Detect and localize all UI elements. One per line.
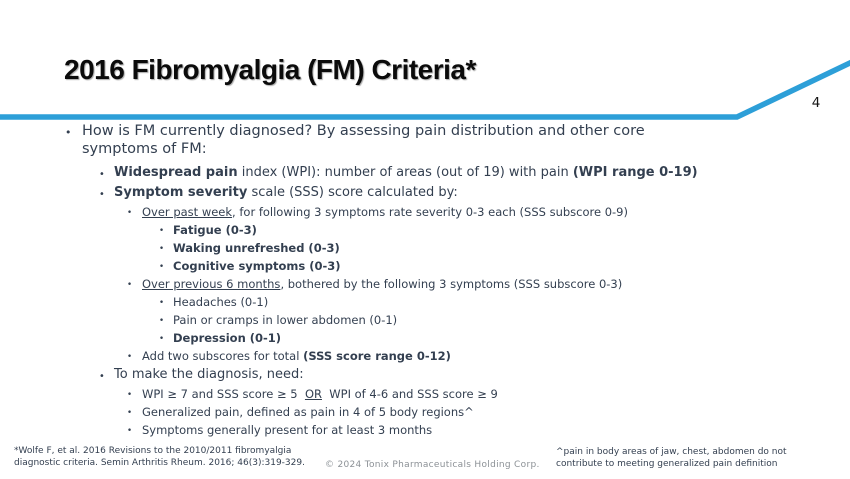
bullet-icon: • xyxy=(159,244,165,254)
bullet-icon: • xyxy=(127,408,133,418)
bullet-item xyxy=(0,403,850,421)
note-line-1: ^pain in body areas of jaw, chest, abdomen do not xyxy=(556,447,787,457)
bullet-item xyxy=(0,203,850,221)
bullet-item xyxy=(0,329,850,347)
bullet-text: Generalized pain, defined as pain in 4 of 5 body regions^ xyxy=(142,405,474,419)
bullet-icon: • xyxy=(159,226,165,236)
citation-line-2: diagnostic criteria. Semin Arthritis Rheum. 2016; 46(3):319-329. xyxy=(14,457,305,468)
bullet-text: Cognitive symptoms (0-3) xyxy=(173,259,341,273)
bullet-text: Symptoms generally present for at least 3 months xyxy=(142,423,433,437)
bullet-text: Pain or cramps in lower abdomen (0-1) xyxy=(173,313,398,327)
note-line-2: contribute to meeting generalized pain definition xyxy=(556,458,778,469)
bullet-icon: • xyxy=(127,208,133,218)
bullet-text: Symptom severity scale (SSS) score calculated by: xyxy=(114,185,458,200)
bullet-item xyxy=(0,163,850,183)
bullet-text: WPI ≥ 7 and SSS score ≥ 5 OR WPI of 4-6 and SSS score ≥ 9 xyxy=(142,387,498,401)
bullet-item xyxy=(0,239,850,257)
bullet-icon: • xyxy=(127,352,133,362)
bullet-icon: • xyxy=(99,371,105,382)
bullet-text: How is FM currently diagnosed? By assessing pain distribution and other core symptoms of FM: xyxy=(82,123,645,157)
bullet-item xyxy=(0,183,850,203)
bullet-text: Waking unrefreshed (0-3) xyxy=(173,241,340,255)
bullet-item xyxy=(0,257,850,275)
bullet-text: Fatigue (0-3) xyxy=(173,223,257,237)
bullet-item xyxy=(0,293,850,311)
bullet-item xyxy=(0,221,850,239)
bullet-text: Over past week, for following 3 symptoms rate severity 0-3 each (SSS subscore 0-9) xyxy=(142,205,628,219)
bullet-icon: • xyxy=(159,334,165,344)
bullet-item xyxy=(0,311,850,329)
bullet-text: Over previous 6 months, bothered by the following 3 symptoms (SSS subscore 0-3) xyxy=(142,277,623,291)
slide-title: 2016 Fibromyalgia (FM) Criteria* xyxy=(64,54,476,85)
bullet-item xyxy=(0,275,850,293)
bullet-item xyxy=(0,123,850,158)
bullet-text: Widespread pain index (WPI): number of areas (out of 19) with pain (WPI range 0-19) xyxy=(114,165,698,180)
bullet-icon: • xyxy=(159,262,165,272)
bullet-text: Add two subscores for total (SSS score range 0-12) xyxy=(142,349,451,363)
bullet-item xyxy=(0,385,850,403)
bullet-icon: • xyxy=(127,280,133,290)
bullet-text: To make the diagnosis, need: xyxy=(114,367,304,382)
bullet-icon: • xyxy=(65,126,72,139)
bullet-item xyxy=(0,365,850,385)
bullet-icon: • xyxy=(99,189,105,200)
bullet-icon: • xyxy=(127,426,133,436)
bullet-text: Headaches (0-1) xyxy=(173,295,269,309)
citation-line-1: *Wolfe F, et al. 2016 Revisions to the 2010/2011 fibromyalgia xyxy=(14,446,292,456)
bullet-icon: • xyxy=(159,298,165,308)
bullet-text: Depression (0-1) xyxy=(173,331,282,345)
bullet-icon: • xyxy=(159,316,165,326)
bullet-item xyxy=(0,347,850,365)
bullet-list xyxy=(0,123,850,439)
bullet-item xyxy=(0,421,850,439)
page-number: 4 xyxy=(811,95,821,111)
citation-footnote xyxy=(14,446,305,469)
copyright-text: © 2024 Tonix Pharmaceuticals Holding Corp. xyxy=(325,460,540,470)
bullet-icon: • xyxy=(99,169,105,180)
generalized-pain-footnote xyxy=(556,447,787,470)
bullet-icon: • xyxy=(127,390,133,400)
